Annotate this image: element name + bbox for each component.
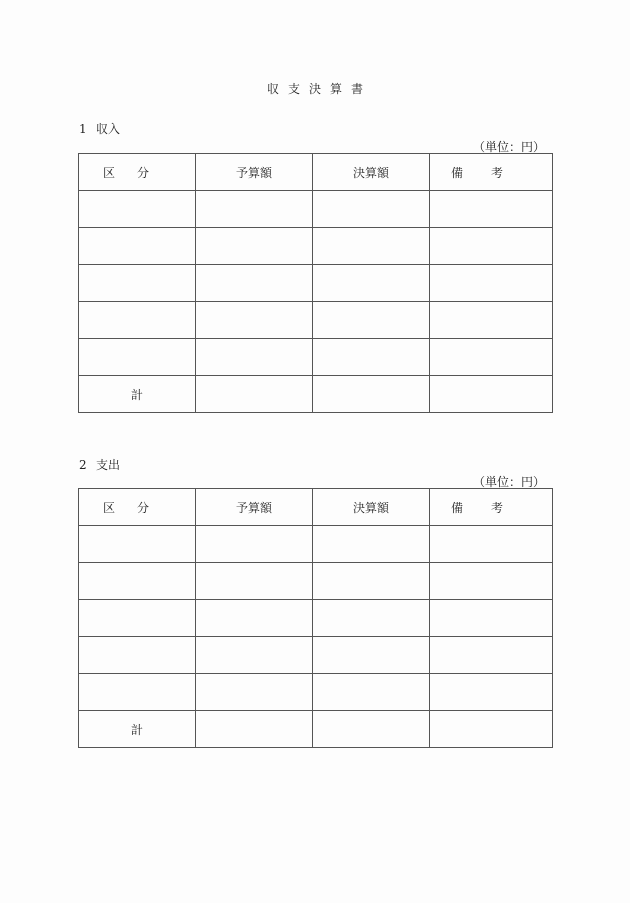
table-row xyxy=(79,563,553,600)
cell-category[interactable] xyxy=(79,302,196,339)
table-row xyxy=(79,637,553,674)
cell-remarks[interactable] xyxy=(430,637,553,674)
cell-actual[interactable] xyxy=(313,228,430,265)
cell-actual[interactable] xyxy=(313,526,430,563)
total-actual[interactable] xyxy=(313,376,430,413)
cell-category[interactable] xyxy=(79,265,196,302)
unit-label: （単位：円） xyxy=(472,475,545,489)
cell-category[interactable] xyxy=(79,563,196,600)
cell-remarks[interactable] xyxy=(430,339,553,376)
cell-budget[interactable] xyxy=(196,191,313,228)
cell-budget[interactable] xyxy=(196,637,313,674)
unit-label: （単位：円） xyxy=(472,140,545,154)
cell-actual[interactable] xyxy=(313,302,430,339)
table-row xyxy=(79,265,553,302)
section-title: 収入 xyxy=(96,122,121,136)
cell-remarks[interactable] xyxy=(430,600,553,637)
cell-budget[interactable] xyxy=(196,563,313,600)
cell-actual[interactable] xyxy=(313,563,430,600)
cell-budget[interactable] xyxy=(196,339,313,376)
total-row xyxy=(79,376,553,413)
cell-actual[interactable] xyxy=(313,339,430,376)
cell-remarks[interactable] xyxy=(430,191,553,228)
cell-actual[interactable] xyxy=(313,674,430,711)
section-number: 2 xyxy=(79,458,87,472)
table-row xyxy=(79,191,553,228)
cell-budget[interactable] xyxy=(196,302,313,339)
document-title: 収支決算書 xyxy=(266,82,372,96)
income-table xyxy=(78,153,553,413)
cell-remarks[interactable] xyxy=(430,265,553,302)
cell-category[interactable] xyxy=(79,600,196,637)
column-header-budget: 予算額 xyxy=(196,489,313,526)
table-row xyxy=(79,674,553,711)
table-row xyxy=(79,228,553,265)
cell-remarks[interactable] xyxy=(430,563,553,600)
column-header-remarks: 備考 xyxy=(430,154,553,191)
cell-budget[interactable] xyxy=(196,228,313,265)
total-remarks[interactable] xyxy=(430,711,553,748)
cell-budget[interactable] xyxy=(196,265,313,302)
section-title: 支出 xyxy=(96,458,121,472)
cell-category[interactable] xyxy=(79,191,196,228)
cell-category[interactable] xyxy=(79,637,196,674)
total-budget[interactable] xyxy=(196,376,313,413)
column-header-category: 区分 xyxy=(79,489,196,526)
cell-actual[interactable] xyxy=(313,637,430,674)
cell-budget[interactable] xyxy=(196,526,313,563)
cell-budget[interactable] xyxy=(196,600,313,637)
column-header-budget: 予算額 xyxy=(196,154,313,191)
cell-category[interactable] xyxy=(79,228,196,265)
total-label: 計 xyxy=(79,376,196,413)
table-header-row xyxy=(79,489,553,526)
total-row xyxy=(79,711,553,748)
section-number: 1 xyxy=(79,122,87,136)
cell-category[interactable] xyxy=(79,339,196,376)
section-heading-income xyxy=(79,120,120,137)
total-actual[interactable] xyxy=(313,711,430,748)
column-header-category: 区分 xyxy=(79,154,196,191)
total-budget[interactable] xyxy=(196,711,313,748)
cell-remarks[interactable] xyxy=(430,228,553,265)
cell-actual[interactable] xyxy=(313,191,430,228)
cell-category[interactable] xyxy=(79,526,196,563)
table-row xyxy=(79,600,553,637)
expenditure-table xyxy=(78,488,553,748)
table-header-row xyxy=(79,154,553,191)
table-row xyxy=(79,302,553,339)
table-row xyxy=(79,526,553,563)
section-heading-expenditure xyxy=(79,456,120,473)
column-header-actual: 決算額 xyxy=(313,154,430,191)
column-header-actual: 決算額 xyxy=(313,489,430,526)
cell-actual[interactable] xyxy=(313,265,430,302)
cell-actual[interactable] xyxy=(313,600,430,637)
total-label: 計 xyxy=(79,711,196,748)
column-header-remarks: 備考 xyxy=(430,489,553,526)
cell-budget[interactable] xyxy=(196,674,313,711)
cell-category[interactable] xyxy=(79,674,196,711)
cell-remarks[interactable] xyxy=(430,674,553,711)
cell-remarks[interactable] xyxy=(430,526,553,563)
table-row xyxy=(79,339,553,376)
cell-remarks[interactable] xyxy=(430,302,553,339)
total-remarks[interactable] xyxy=(430,376,553,413)
